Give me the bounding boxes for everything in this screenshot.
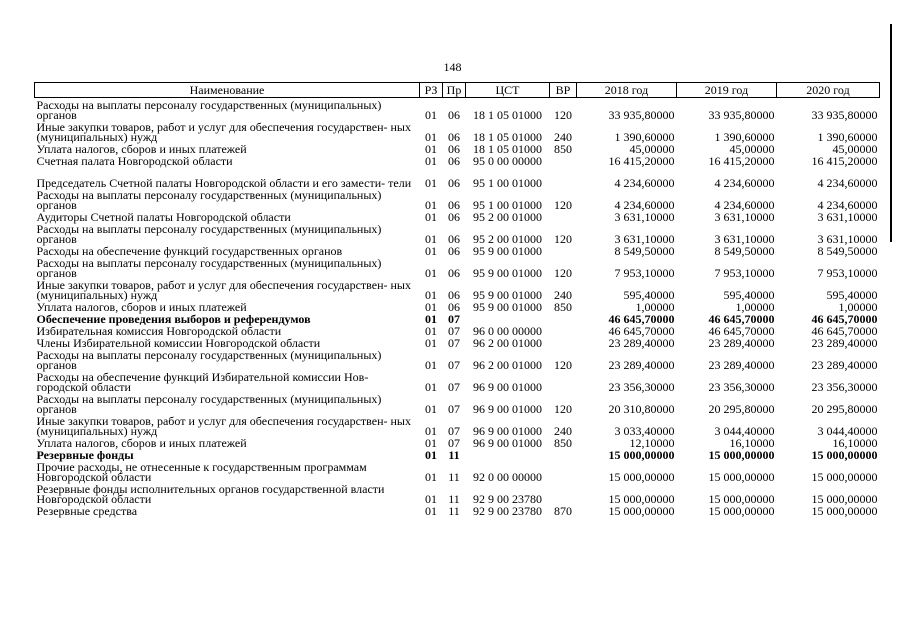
cell-2020: 1,00000: [838, 300, 878, 314]
table-row: [35, 278, 880, 300]
cell-cst: 95 0 00 00000: [473, 154, 542, 168]
cell-2018: 33 935,80000: [608, 108, 675, 122]
cell-2019: 20 295,80000: [708, 402, 775, 416]
cell-2019: 8 549,50000: [714, 244, 775, 258]
cell-name: Иные закупки товаров, работ и услуг для обеспечения государствен- ных (муниципальных) нужд: [36, 278, 411, 302]
cell-vr: 120: [554, 108, 572, 122]
cell-name: Обеспечение проведения выборов и референдумов: [36, 312, 311, 326]
table-row: [35, 300, 880, 312]
cell-cst: 96 9 00 01000: [473, 380, 542, 394]
cell-vr: 120: [554, 358, 572, 372]
cell-rz: 01: [425, 210, 437, 224]
cell-rz: 01: [425, 470, 437, 484]
cell-2018: 45,00000: [629, 142, 675, 156]
table-row: [35, 348, 880, 370]
cell-cst: 95 1 00 01000: [473, 176, 542, 190]
cell-2020: 3 631,10000: [817, 210, 878, 224]
cell-vr: 120: [554, 232, 572, 246]
cell-2018: 46 645,70000: [608, 324, 675, 338]
cell-name: Уплата налогов, сборов и иных платежей: [36, 300, 247, 314]
cell-vr: [550, 166, 577, 188]
cell-pr: 07: [448, 402, 460, 416]
cell-pr: 07: [448, 380, 460, 394]
cell-2019: 46 645,70000: [708, 324, 775, 338]
page-number: 148: [443, 60, 462, 74]
table-row: [35, 98, 880, 121]
cell-rz: 01: [425, 380, 437, 394]
cell-cst: 92 9 00 23780: [473, 504, 542, 518]
cell-2018: 1,00000: [635, 300, 675, 314]
cell-pr: 07: [448, 436, 460, 450]
cell-pr: 11: [448, 492, 460, 506]
cell-name: Счетная палата Новгородской области: [36, 154, 233, 168]
cell-rz: 01: [425, 358, 437, 372]
cell-cst: 95 2 00 01000: [473, 232, 542, 246]
cell-2019: 595,40000: [723, 288, 775, 302]
header-2018: 2018 год: [577, 83, 677, 98]
cell-vr: 120: [554, 198, 572, 212]
cell-2020: 8 549,50000: [817, 244, 878, 258]
cell-2018: 20 310,80000: [608, 402, 675, 416]
cell-name: Расходы на выплаты персоналу государственных (муниципальных) органов: [36, 188, 382, 212]
cell-2020: 23 356,30000: [811, 380, 878, 394]
cell-2019: 16,10000: [729, 436, 775, 450]
cell-2020: 15 000,00000: [811, 448, 878, 462]
cell-pr: 06: [448, 130, 460, 144]
cell-2018: 8 549,50000: [614, 244, 675, 258]
table-header-row: [35, 83, 880, 98]
cell-2019: 23 356,30000: [708, 380, 775, 394]
cell-2019: 45,00000: [729, 142, 775, 156]
cell-2019: 15 000,00000: [708, 492, 775, 506]
cell-2020: 23 289,40000: [811, 336, 878, 350]
cell-rz: 01: [425, 324, 437, 338]
cell-vr: 870: [554, 504, 572, 518]
cell-cst: 96 2 00 01000: [473, 336, 542, 350]
cell-2018: 46 645,70000: [608, 312, 675, 326]
cell-vr: 850: [554, 436, 572, 450]
cell-2019: 16 415,20000: [708, 154, 775, 168]
cell-pr: 06: [448, 244, 460, 258]
cell-name: Расходы на выплаты персоналу государственных (муниципальных) органов: [36, 256, 382, 280]
cell-name: Уплата налогов, сборов и иных платежей: [36, 142, 247, 156]
cell-pr: 07: [448, 312, 460, 326]
cell-2020: 1 390,60000: [817, 130, 878, 144]
cell-pr: 07: [448, 336, 460, 350]
cell-name: Расходы на обеспечение функций государственных органов: [36, 244, 343, 258]
table-row: [35, 188, 880, 210]
cell-2019: 15 000,00000: [708, 448, 775, 462]
cell-pr: 11: [448, 504, 460, 518]
cell-rz: 01: [425, 312, 437, 326]
cell-vr: [550, 460, 577, 482]
cell-rz: 01: [425, 424, 437, 438]
cell-cst: 96 9 00 01000: [473, 436, 542, 450]
cell-2018: 12,10000: [629, 436, 675, 450]
cell-2020: 15 000,00000: [811, 504, 878, 518]
margin-rule: [890, 24, 892, 242]
cell-pr: 11: [448, 448, 460, 462]
cell-2018: 23 289,40000: [608, 336, 675, 350]
cell-pr: 06: [448, 300, 460, 314]
cell-2020: 46 645,70000: [811, 312, 878, 326]
cell-name: Расходы на выплаты персоналу государственных (муниципальных) органов: [36, 348, 382, 372]
cell-vr: 850: [554, 300, 572, 314]
cell-name: Иные закупки товаров, работ и услуг для обеспечения государствен- ных (муниципальных) нужд: [36, 120, 411, 144]
table-row: [35, 370, 880, 392]
cell-2020: 3 044,40000: [817, 424, 878, 438]
table-row: [35, 336, 880, 348]
cell-cst: 95 9 00 01000: [473, 300, 542, 314]
cell-rz: 01: [425, 288, 437, 302]
cell-2020: 46 645,70000: [811, 324, 878, 338]
cell-pr: 07: [448, 358, 460, 372]
cell-rz: 01: [425, 402, 437, 416]
cell-name: Резервные средства: [36, 504, 138, 518]
cell-rz: 01: [425, 198, 437, 212]
cell-2019: 1,00000: [735, 300, 775, 314]
cell-cst: 92 0 00 00000: [473, 470, 542, 484]
table-row: [35, 154, 880, 166]
cell-vr: [550, 482, 577, 504]
cell-2020: 4 234,60000: [817, 176, 878, 190]
table-row: [35, 504, 880, 516]
cell-2018: 3 631,10000: [614, 232, 675, 246]
cell-vr: [550, 336, 577, 348]
cell-name: Расходы на обеспечение функций Избирательной комиссии Нов- городской области: [36, 370, 369, 394]
cell-2018: 23 356,30000: [608, 380, 675, 394]
cell-rz: 01: [425, 492, 437, 506]
cell-2020: 7 953,10000: [817, 266, 878, 280]
cell-name: Расходы на выплаты персоналу государственных (муниципальных) органов: [36, 222, 382, 246]
cell-2018: 7 953,10000: [614, 266, 675, 280]
cell-cst: 92 9 00 23780: [473, 492, 542, 506]
cell-pr: 06: [448, 288, 460, 302]
table-row: [35, 392, 880, 414]
cell-2020: 16,10000: [832, 436, 878, 450]
cell-name: Резервные фонды: [36, 448, 134, 462]
cell-2020: 3 631,10000: [817, 232, 878, 246]
cell-rz: 01: [425, 504, 437, 518]
cell-2018: 4 234,60000: [614, 176, 675, 190]
cell-2018: 4 234,60000: [614, 198, 675, 212]
cell-2019: 7 953,10000: [714, 266, 775, 280]
cell-pr: 07: [448, 424, 460, 438]
cell-pr: 06: [448, 232, 460, 246]
budget-table: [34, 82, 880, 516]
cell-rz: 01: [425, 244, 437, 258]
cell-2020: 4 234,60000: [817, 198, 878, 212]
cell-vr: 850: [554, 142, 572, 156]
header-pr: Пр: [443, 83, 466, 98]
cell-rz: 01: [425, 176, 437, 190]
cell-pr: 06: [448, 154, 460, 168]
cell-2019: 23 289,40000: [708, 336, 775, 350]
cell-2020: 16 415,20000: [811, 154, 878, 168]
cell-2019: 1 390,60000: [714, 130, 775, 144]
cell-name: Уплата налогов, сборов и иных платежей: [36, 436, 247, 450]
cell-rz: 01: [425, 108, 437, 122]
cell-vr: 120: [554, 402, 572, 416]
cell-2018: 15 000,00000: [608, 470, 675, 484]
cell-2019: 3 044,40000: [714, 424, 775, 438]
header-rz: РЗ: [420, 83, 443, 98]
cell-2018: 595,40000: [623, 288, 675, 302]
cell-cst: 96 0 00 00000: [473, 324, 542, 338]
cell-cst: 18 1 05 01000: [473, 142, 542, 156]
cell-2018: 1 390,60000: [614, 130, 675, 144]
cell-cst: 18 1 05 01000: [473, 108, 542, 122]
header-vr: ВР: [550, 83, 577, 98]
cell-cst: 18 1 05 01000: [473, 130, 542, 144]
cell-cst: 95 9 00 01000: [473, 244, 542, 258]
cell-name: Прочие расходы, не отнесенные к государственным программам Новгородской области: [36, 460, 367, 484]
table-row: [35, 414, 880, 436]
cell-rz: 01: [425, 448, 437, 462]
cell-cst: 95 2 00 01000: [473, 210, 542, 224]
cell-2020: 23 289,40000: [811, 358, 878, 372]
cell-name: Расходы на выплаты персоналу государственных (муниципальных) органов: [36, 392, 382, 416]
cell-name: Иные закупки товаров, работ и услуг для обеспечения государствен- ных (муниципальных) нужд: [36, 414, 411, 438]
cell-name: Аудиторы Счетной палаты Новгородской области: [36, 210, 291, 224]
cell-pr: 06: [448, 108, 460, 122]
cell-rz: 01: [425, 300, 437, 314]
cell-name: Избирательная комиссия Новгородской области: [36, 324, 282, 338]
cell-name: Расходы на выплаты персоналу государственных (муниципальных) органов: [36, 98, 382, 122]
cell-2020: 15 000,00000: [811, 470, 878, 484]
cell-2019: 3 631,10000: [714, 232, 775, 246]
cell-pr: 07: [448, 324, 460, 338]
table-row: [35, 482, 880, 504]
cell-rz: 01: [425, 436, 437, 450]
cell-pr: 06: [448, 198, 460, 212]
cell-vr: 120: [554, 266, 572, 280]
table-row: [35, 210, 880, 222]
table-row: [35, 256, 880, 278]
cell-2019: 33 935,80000: [708, 108, 775, 122]
cell-2018: 23 289,40000: [608, 358, 675, 372]
cell-rz: 01: [425, 142, 437, 156]
cell-2020: 595,40000: [826, 288, 878, 302]
cell-2019: 3 631,10000: [714, 210, 775, 224]
cell-2020: 33 935,80000: [811, 108, 878, 122]
cell-2020: 45,00000: [832, 142, 878, 156]
cell-rz: 01: [425, 130, 437, 144]
cell-2018: 15 000,00000: [608, 492, 675, 506]
cell-vr: 240: [554, 424, 572, 438]
cell-vr: 240: [554, 130, 572, 144]
cell-cst: 95 9 00 01000: [473, 288, 542, 302]
cell-2018: 15 000,00000: [608, 448, 675, 462]
cell-rz: 01: [425, 154, 437, 168]
table-row: [35, 222, 880, 244]
header-2020: 2020 год: [777, 83, 880, 98]
header-cst: ЦСТ: [466, 83, 550, 98]
cell-2018: 3 033,40000: [614, 424, 675, 438]
cell-vr: [550, 324, 577, 336]
cell-2020: 20 295,80000: [811, 402, 878, 416]
cell-2019: 15 000,00000: [708, 470, 775, 484]
cell-cst: 96 9 00 01000: [473, 424, 542, 438]
table-row: [35, 142, 880, 154]
cell-vr: [550, 370, 577, 392]
cell-cst: 95 1 00 01000: [473, 198, 542, 212]
cell-2018: 15 000,00000: [608, 504, 675, 518]
cell-vr: 240: [554, 288, 572, 302]
table-row: [35, 324, 880, 336]
cell-2019: 4 234,60000: [714, 176, 775, 190]
cell-name: Резервные фонды исполнительных органов государственной власти Новгородской области: [36, 482, 385, 506]
cell-2019: 23 289,40000: [708, 358, 775, 372]
cell-cst: 96 9 00 01000: [473, 402, 542, 416]
cell-2019: 4 234,60000: [714, 198, 775, 212]
cell-name: Председатель Счетной палаты Новгородской области и его замести- тели: [36, 176, 412, 190]
cell-2020: 15 000,00000: [811, 492, 878, 506]
cell-2019: 15 000,00000: [708, 504, 775, 518]
cell-rz: 01: [425, 336, 437, 350]
cell-2018: 16 415,20000: [608, 154, 675, 168]
cell-pr: 11: [448, 470, 460, 484]
table-row: [35, 460, 880, 482]
cell-2018: 3 631,10000: [614, 210, 675, 224]
header-name: Наименование: [35, 83, 420, 98]
cell-pr: 06: [448, 176, 460, 190]
cell-2019: 46 645,70000: [708, 312, 775, 326]
cell-name: Члены Избирательной комиссии Новгородской области: [36, 336, 321, 350]
cell-cst: 95 9 00 01000: [473, 266, 542, 280]
table-row: [35, 166, 880, 188]
cell-pr: 06: [448, 142, 460, 156]
cell-cst: 96 2 00 01000: [473, 358, 542, 372]
cell-rz: 01: [425, 232, 437, 246]
table-row: [35, 312, 880, 324]
table-row: [35, 436, 880, 448]
table-row: [35, 244, 880, 256]
header-2019: 2019 год: [677, 83, 777, 98]
cell-rz: 01: [425, 266, 437, 280]
cell-pr: 06: [448, 210, 460, 224]
table-row: [35, 120, 880, 142]
cell-pr: 06: [448, 266, 460, 280]
